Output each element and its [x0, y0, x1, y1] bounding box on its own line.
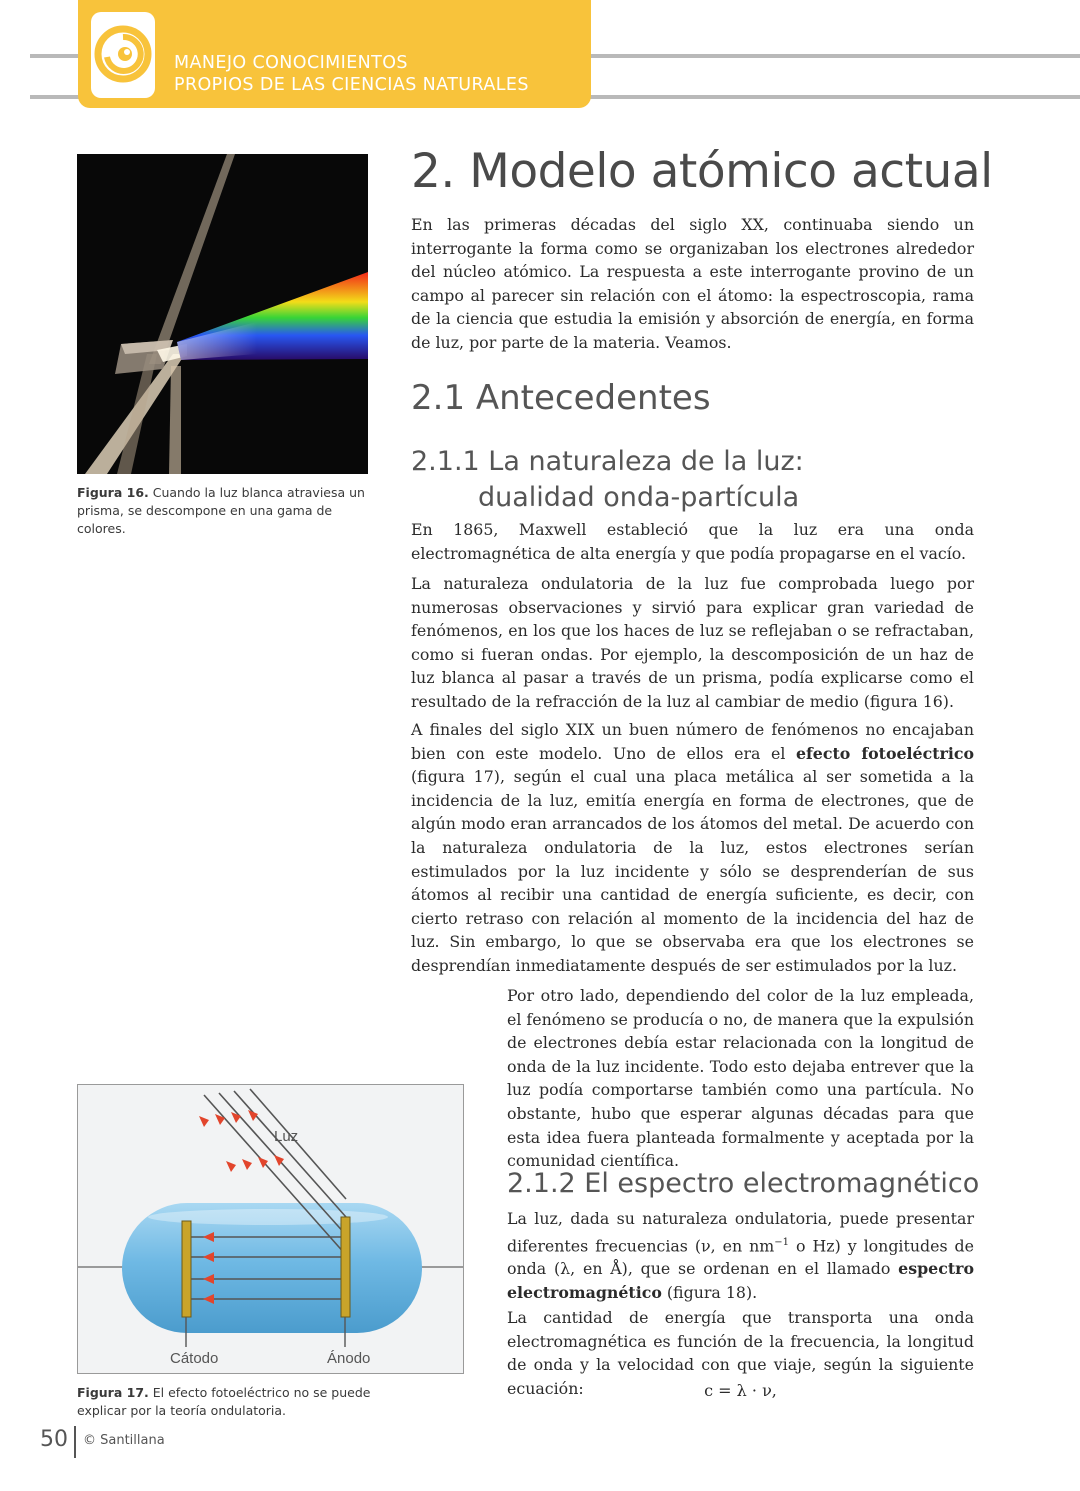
paragraph-spectrum-part3: (figura 18). [661, 1283, 758, 1303]
section-2-1-heading: 2.1 Antecedentes [411, 378, 711, 418]
paragraph-wave-nature: La naturaleza ondulatoria de la luz fue comprobada luego por numerosas observaciones y sirvió para explicar gran variedad de fenómenos, en los que los haces de luz se reflejaban o se refractaban, como si fueran ondas. Por ejemplo, la descomposición de un haz de luz blanca al pasar a través de un prisma, podía explicarse como el resultado de la refracción de la luz al cambiar de medio (figura 16). [411, 574, 974, 711]
anode-label: Ánodo [327, 1350, 371, 1367]
term-electromagnetic-spectrum: espectro electromagnético [507, 1259, 974, 1303]
paragraph-photoelectric [411, 718, 974, 978]
figure-17-caption-text: El efecto fotoeléctrico no se puede explicar por la teoría ondulatoria. [77, 1385, 371, 1418]
figure-16-prism-image [77, 154, 368, 474]
cathode-label: Cátodo [170, 1350, 219, 1367]
figure-17-label: Figura 17. [77, 1385, 149, 1400]
spiral-icon [94, 25, 152, 83]
anode-plate [341, 1217, 350, 1317]
page-number: 50 [40, 1427, 68, 1452]
figure-16-label: Figura 16. [77, 485, 149, 500]
section-2-1-1-heading-line1: 2.1.1 La naturaleza de la luz: [411, 446, 804, 477]
figure-17-svg [78, 1085, 464, 1374]
paragraph-spectrum-superscript: −1 [774, 1236, 790, 1248]
section-header-tab [78, 0, 591, 108]
paragraph-energy: La cantidad de energía que transporta una onda electromagnética es función de la frecuencia, la longitud de onda y la velocidad con que viaje, según la siguiente ecuación: [507, 1308, 974, 1398]
paragraph-particle-nature: Por otro lado, dependiendo del color de la luz empleada, el fenómeno se producía o no, de manera que la expulsión de electrones debía estar relacionada con la longitud de onda de la luz incidente. Todo esto dejaba entrever que la luz podía comportarse también como una partícula. No obstante, hubo que esperar algunas décadas para que esta idea fuera planteada formalmente y aceptada por la comunidad científica. [507, 986, 974, 1171]
paragraph-spectrum-part1: La luz, dada su naturaleza ondulatoria, puede presentar diferentes frecuencias (ν, en nm [507, 1209, 974, 1255]
page-title: 2. Modelo atómico actual [411, 144, 993, 199]
section-2-1-1-heading-line2: dualidad onda-partícula [478, 482, 800, 513]
equation: c = λ · ν, [704, 1381, 777, 1400]
section-2-1-2-heading: 2.1.2 El espectro electromagnético [507, 1168, 980, 1199]
section-header-line2: PROPIOS DE LAS CIENCIAS NATURALES [174, 75, 529, 95]
section-2-1-1-heading [411, 444, 804, 516]
light-label: Luz [274, 1128, 299, 1145]
section-header-line1: MANEJO CONOCIMIENTOS [174, 53, 408, 73]
term-photoelectric-effect: efecto fotoeléctrico [795, 743, 974, 763]
copyright: © Santillana [83, 1433, 165, 1448]
footer-divider [74, 1426, 76, 1458]
figure-16-caption-text: Cuando la luz blanca atraviesa un prisma, se descompone en una gama de colores. [77, 485, 365, 536]
paragraph-spectrum-part2: o Hz) y longitudes de onda (λ, en Å), que se ordenan en el llamado [507, 1235, 974, 1279]
cathode-plate [182, 1221, 191, 1317]
paragraph-spectrum [507, 1207, 974, 1305]
paragraph-maxwell: En 1865, Maxwell estableció que la luz era una onda electromagnética de alta energía y que podía propagarse en el vacío. [411, 520, 974, 563]
figure-17-caption [77, 1384, 377, 1420]
figure-16-caption [77, 484, 377, 538]
paragraph-photoelectric-part1: A finales del siglo XIX un buen número de fenómenos no encajaban bien con este modelo. Uno de ellos era el [411, 720, 974, 763]
section-logo [91, 12, 155, 98]
figure-17-photoelectric-diagram [77, 1084, 464, 1374]
section-header-text [174, 52, 529, 96]
paragraph-photoelectric-part2: (figura 17), según el cual una placa metálica al ser sometida a la incidencia de la luz, emitía energía en forma de electrones, que de algún modo eran arrancados de los átomos del metal. De acuerdo con la naturaleza ondulatoria de la luz, estos electrones serían estimulados por la luz incidente y sólo se desprenderían de sus átomos al recibir una cantidad de energía suficiente, es decir, con cierto retraso con relación al momento de la incidencia del haz de luz. Sin embargo, lo que se observaba era que los electrones se desprendían inmediatamente después de ser estimulados por la luz. [411, 767, 974, 975]
intro-paragraph: En las primeras décadas del siglo XX, continuaba siendo un interrogante la forma como se organizaban los electrones alrededor del núcleo atómico. La respuesta a este interrogante provino de un campo al parecer sin relación con el átomo: la espectroscopia, rama de la ciencia que estudia la emisión y absorción de energía, en forma de luz, por parte de la materia. Veamos. [411, 215, 974, 352]
